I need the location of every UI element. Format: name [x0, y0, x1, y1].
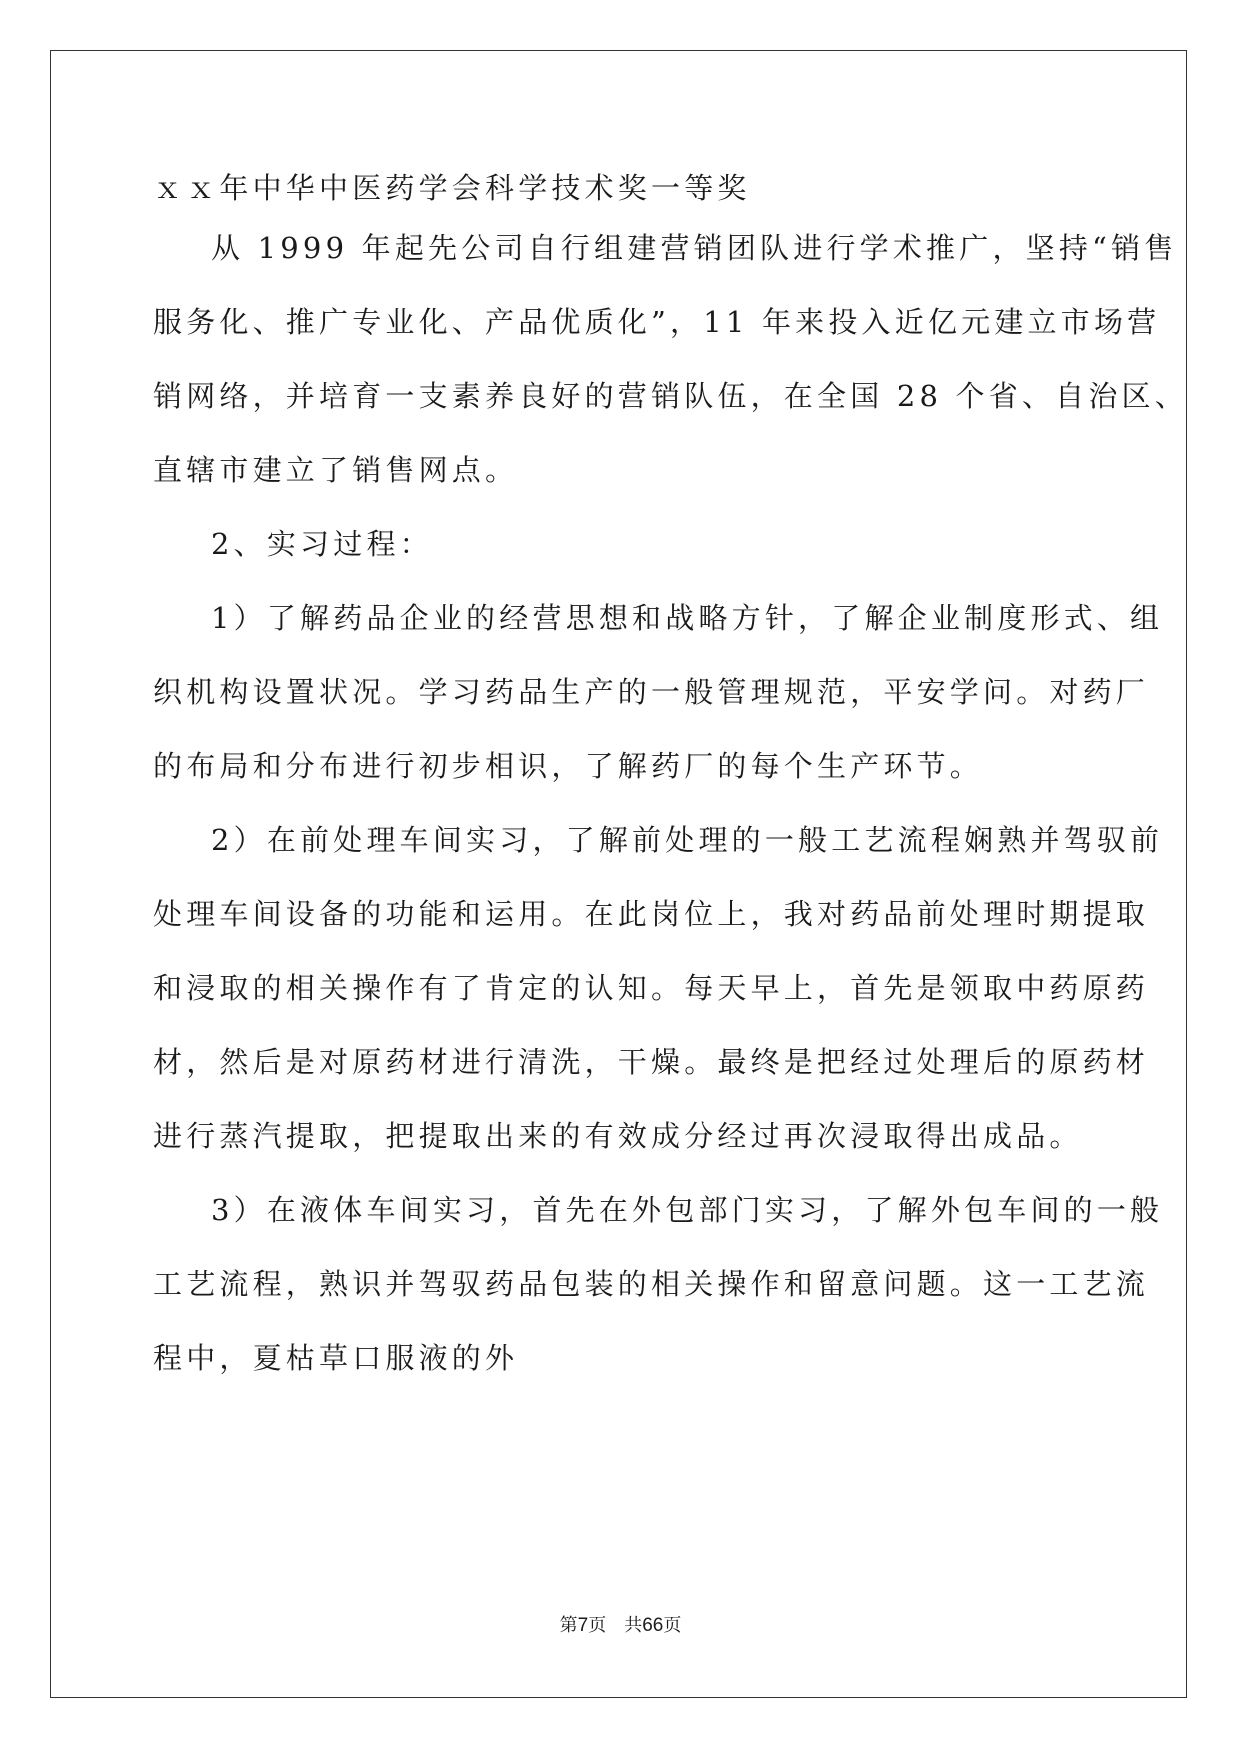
paragraph-line: 工艺流程，熟识并驾驭药品包装的相关操作和留意问题。这一工艺流 — [153, 1267, 1150, 1301]
award-line: ｘｘ年中华中医药学会科学技术奖一等奖 — [153, 171, 751, 205]
paragraph-line: 处理车间设备的功能和运用。在此岗位上，我对药品前处理时期提取 — [153, 897, 1150, 931]
total-prefix: 共 — [624, 1615, 643, 1636]
paragraph-line: 和浸取的相关操作有了肯定的认知。每天早上，首先是领取中药原药 — [153, 971, 1150, 1005]
paragraph-line: 材，然后是对原药材进行清洗，干燥。最终是把经过处理后的原药材 — [153, 1045, 1150, 1079]
paragraph-line: 直辖市建立了销售网点。 — [153, 453, 519, 487]
paragraph-line: 程中，夏枯草口服液的外 — [153, 1341, 519, 1375]
page-suffix: 页 — [588, 1615, 607, 1636]
page-number: 7 — [577, 1615, 589, 1636]
paragraph-line: 1）了解药品企业的经营思想和战略方针，了解企业制度形式、组 — [211, 601, 1164, 635]
paragraph-line: 服务化、推广专业化、产品优质化”，11 年来投入近亿元建立市场营 — [153, 305, 1161, 339]
section-heading: 2、实习过程： — [211, 527, 433, 561]
total-suffix: 页 — [663, 1615, 682, 1636]
paragraph-line: 销网络，并培育一支素养良好的营销队伍，在全国 28 个省、自治区、 — [153, 379, 1188, 413]
paragraph-line: 从 1999 年起先公司自行组建营销团队进行学术推广，坚持“销售 — [211, 231, 1178, 265]
paragraph-line: 2）在前处理车间实习，了解前处理的一般工艺流程娴熟并驾驭前 — [211, 823, 1164, 857]
page-border — [50, 50, 1187, 1698]
paragraph-line: 的布局和分布进行初步相识，了解药厂的每个生产环节。 — [153, 749, 984, 783]
total-pages: 66 — [642, 1615, 664, 1636]
paragraph-line: 进行蒸汽提取，把提取出来的有效成分经过再次浸取得出成品。 — [153, 1119, 1083, 1153]
page-footer — [0, 1614, 1241, 1638]
paragraph-line: 织机构设置状况。学习药品生产的一般管理规范，平安学问。对药厂 — [153, 675, 1150, 709]
page-prefix: 第 — [559, 1615, 578, 1636]
paragraph-line: 3）在液体车间实习，首先在外包部门实习，了解外包车间的一般 — [211, 1193, 1164, 1227]
